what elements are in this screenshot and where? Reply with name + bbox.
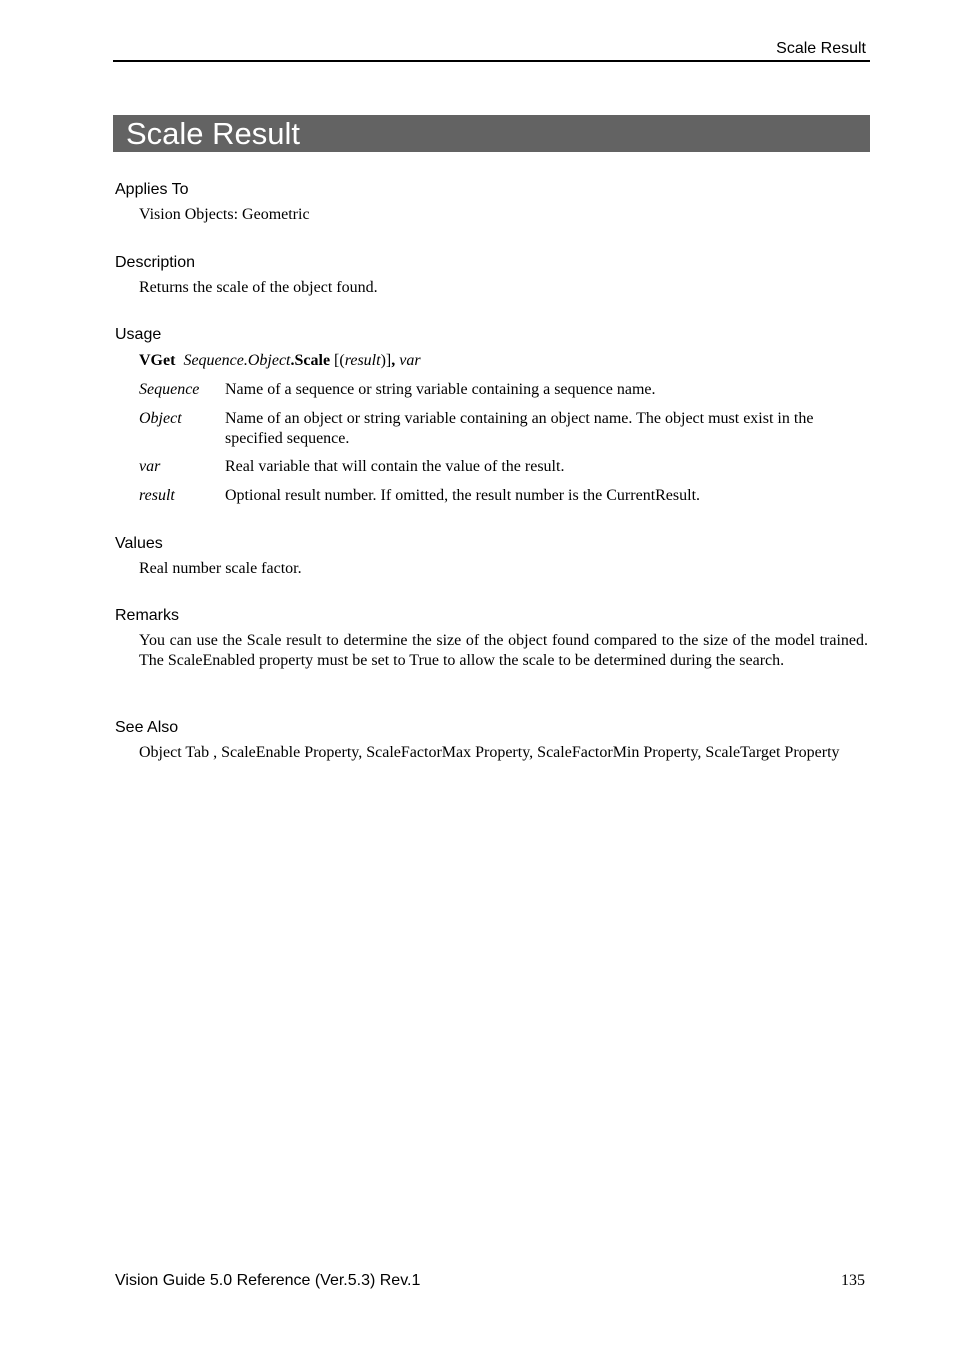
syntax-comma: ,: [391, 352, 396, 369]
syntax-var: var: [399, 352, 421, 369]
param-name-object: Object: [139, 410, 182, 427]
usage-heading: Usage: [115, 326, 162, 343]
remarks-heading: Remarks: [115, 607, 180, 624]
syntax-object-path: Sequence.Object: [183, 352, 291, 369]
description-text: Returns the scale of the object found.: [139, 279, 378, 296]
footer-page-number: 135: [841, 1272, 865, 1289]
syntax-open-bracket: [(: [330, 352, 345, 369]
running-header: Scale Result: [776, 40, 866, 57]
param-desc-result: Optional result number. If omitted, the result number is the CurrentResult.: [225, 487, 701, 504]
footer-doc-title: Vision Guide 5.0 Reference (Ver.5.3) Rev.1: [115, 1272, 421, 1289]
param-name-result: result: [139, 487, 175, 504]
syntax-close-bracket: )]: [380, 352, 392, 369]
param-desc-sequence: Name of a sequence or string variable containing a sequence name.: [225, 381, 656, 398]
param-desc-object: Name of an object or string variable containing an object name. The object must exist in the specified sequence.: [225, 410, 814, 447]
header-rule: [113, 60, 870, 62]
usage-syntax: [139, 351, 868, 371]
syntax-optional-arg: result: [344, 352, 381, 369]
see-also-text: Object Tab , ScaleEnable Property, ScaleFactorMax Property, ScaleFactorMin Property, ScaleTarget Property: [139, 744, 840, 761]
remarks-text: You can use the Scale result to determine the size of the object found compared to the size of the model trained. The ScaleEnabled property must be set to True to allow the scale to be determined during the search.: [139, 632, 868, 669]
description-heading: Description: [115, 254, 196, 271]
page-title: Scale Result: [113, 115, 870, 152]
param-name-sequence: Sequence: [139, 381, 200, 398]
syntax-property: .Scale: [290, 352, 331, 369]
param-name-var: var: [139, 458, 161, 475]
values-heading: Values: [115, 535, 163, 552]
values-text: Real number scale factor.: [139, 560, 302, 577]
syntax-command: VGet: [139, 352, 176, 369]
applies-to-heading: Applies To: [115, 181, 189, 198]
see-also-heading: See Also: [115, 719, 179, 736]
applies-to-text: Vision Objects: Geometric: [139, 206, 310, 223]
param-desc-var: Real variable that will contain the value of the result.: [225, 458, 565, 475]
